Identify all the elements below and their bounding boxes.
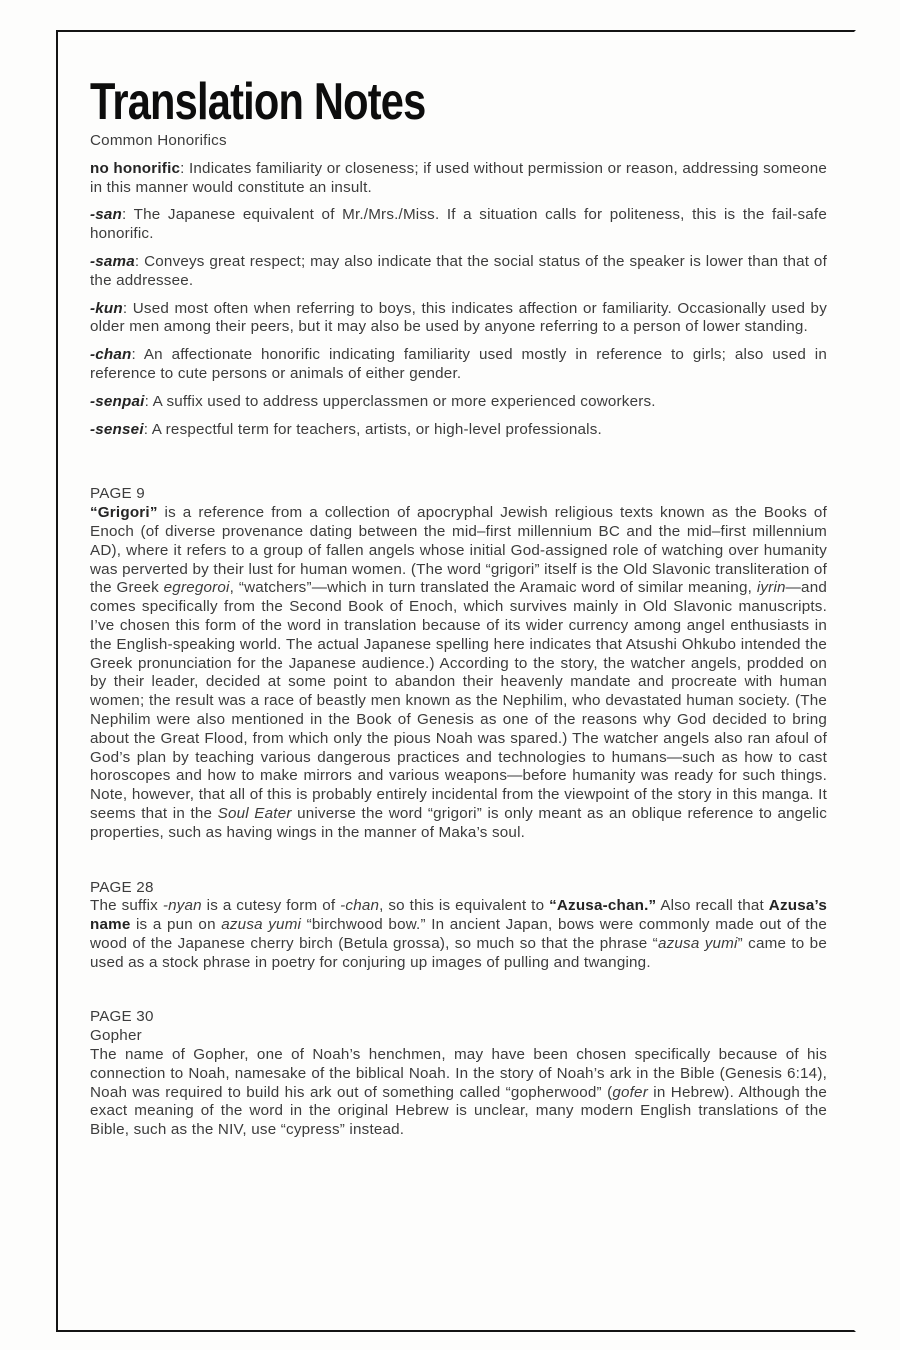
body-text: The suffix [90, 897, 163, 915]
paragraph [90, 206, 827, 244]
body-text: universe the word “grigori” is only meant as an oblique reference to angelic properties, such as having wings in the manner of Maka’s soul. [90, 804, 828, 841]
emphasis-text: no honorific [90, 159, 181, 177]
section-heading: PAGE 9 [90, 485, 145, 503]
emphasis-text: -senpai [90, 392, 145, 410]
emphasis-text: -chan [340, 897, 380, 915]
paragraph [90, 253, 827, 291]
emphasis-text: “Azusa-chan.” [549, 897, 657, 915]
emphasis-text: -san [90, 206, 123, 224]
body-text: is a reference from a collection of apocryphal Jewish religious texts known as the Books of Enoch (of diverse provenance dating between the mid–first millennium BC and the mid–first millennium AD), where it refers to a group of fallen angels whose initial God-assigned role of watching over humanity was perverted by their lust for human women. (The word “grigori” itself is the Old Slavonic transliteration of the Greek [90, 504, 827, 597]
body-text: The name of Gopher, one of Noah’s henchmen, may have been chosen specifically because of his connection to Noah, namesake of the biblical Noah. In the story of Noah’s ark in the Bible (Genesis 6:14), Noah was required to build his ark out of something called “gopherwood” ( [90, 1046, 827, 1101]
section-common-honorifics [90, 132, 827, 439]
emphasis-text: -sama [90, 252, 135, 270]
section-page-28 [90, 879, 827, 973]
emphasis-text: -nyan [162, 897, 202, 915]
emphasis-text: azusa yumi [221, 916, 302, 934]
body-text: : The Japanese equivalent of Mr./Mrs./Miss. If a situation calls for politeness, this is the fail-safe honorific. [90, 206, 827, 243]
section-page-30 [90, 1008, 827, 1140]
body-text: : A suffix used to address upperclassmen or more experienced coworkers. [144, 392, 656, 410]
paragraph [90, 393, 827, 412]
paragraph [90, 300, 827, 338]
emphasis-text: -kun [90, 299, 123, 317]
notes-content [90, 132, 827, 1140]
body-text: : A respectful term for teachers, artists, or high-level professionals. [143, 420, 602, 438]
section-page-9 [90, 485, 827, 842]
body-text: : Used most often when referring to boys, this indicates affection or familiarity. Occasionally used by older men among their peers, but it may also be used by anyone referring to a person of lower standing. [90, 299, 827, 336]
emphasis-text: gofer [612, 1083, 648, 1101]
emphasis-text: -chan [90, 346, 132, 364]
emphasis-text: Soul Eater [217, 804, 292, 822]
paragraph [90, 346, 827, 384]
page-title: Translation Notes [90, 73, 426, 131]
body-text: is a pun on [130, 916, 222, 934]
body-text: , “watchers”—which in turn translated the Aramaic word of similar meaning, [229, 579, 757, 597]
section-subheading: Gopher [90, 1027, 142, 1045]
emphasis-text: “Grigori” [90, 504, 158, 522]
section-heading: PAGE 28 [90, 878, 154, 896]
emphasis-text: iyrin [756, 579, 786, 597]
section-heading: PAGE 30 [90, 1008, 154, 1026]
paragraph [90, 504, 827, 842]
body-text: : An affectionate honorific indicating familiarity used mostly in reference to girls; also used in reference to cute persons or animals of either gender. [90, 346, 827, 382]
emphasis-text: -sensei [90, 420, 144, 438]
body-text: Also recall that [656, 897, 769, 915]
paragraph [90, 1046, 827, 1140]
body-text: is a cutesy form of [201, 897, 341, 915]
body-text: in Hebrew). Although the exact meaning of the word in the original Hebrew is unclear, many modern English translations of the Bible, such as the NIV, use “cypress” instead. [90, 1083, 828, 1139]
emphasis-text: Azusa’s name [90, 897, 828, 934]
body-text: : Indicates familiarity or closeness; if used without permission or reason, addressing someone in this manner would constitute an insult. [90, 159, 827, 196]
emphasis-text: azusa yumi [657, 934, 738, 952]
paragraph [90, 897, 827, 972]
paragraph [90, 160, 827, 198]
title-row [90, 73, 827, 132]
body-text: —and comes specifically from the Second Book of Enoch, which survives mainly in Old Slavonic manuscripts. I’ve chosen this form of the word in translation because of its wider currency among angel enthusiasts in the English-speaking world. The actual Japanese spelling here indicates that Atsushi Ohkubo intended the Greek pronunciation for the Japanese audience.) According to the story, the watcher angels, prodded on by their leader, decided at some point to abandon their heavenly mandate and procreate with human women; the result was a race of beastly men known as the Nephilim, who devastated human society. (The Nephilim were also mentioned in the Book of Genesis as one of the reasons why God decided to bring about the Great Flood, from which only the pious Noah was spared.) The watcher angels also ran afoul of God’s plan by teaching various dangerous practices and technologies to humans—such as how to cast horoscopes and how to make mirrors and various weapons—before humanity was ready for such things. Note, however, that all of this is probably entirely incidental from the viewpoint of the story in this manga. It seems that in the [90, 579, 827, 822]
emphasis-text: egregoroi [163, 579, 230, 597]
body-text: : Conveys great respect; may also indicate that the social status of the speaker is lower than that of the addressee. [90, 252, 827, 289]
section-heading: Common Honorifics [90, 132, 227, 149]
body-text: , so this is equivalent to [379, 897, 550, 915]
body-text: “birchwood bow.” In ancient Japan, bows were commonly made out of the wood of the Japanese cherry birch (Betula grossa), so much so that the phrase “ [90, 916, 827, 952]
paragraph [90, 421, 827, 440]
body-text: ” came to be used as a stock phrase in poetry for conjuring up images of pulling and twanging. [90, 934, 827, 971]
